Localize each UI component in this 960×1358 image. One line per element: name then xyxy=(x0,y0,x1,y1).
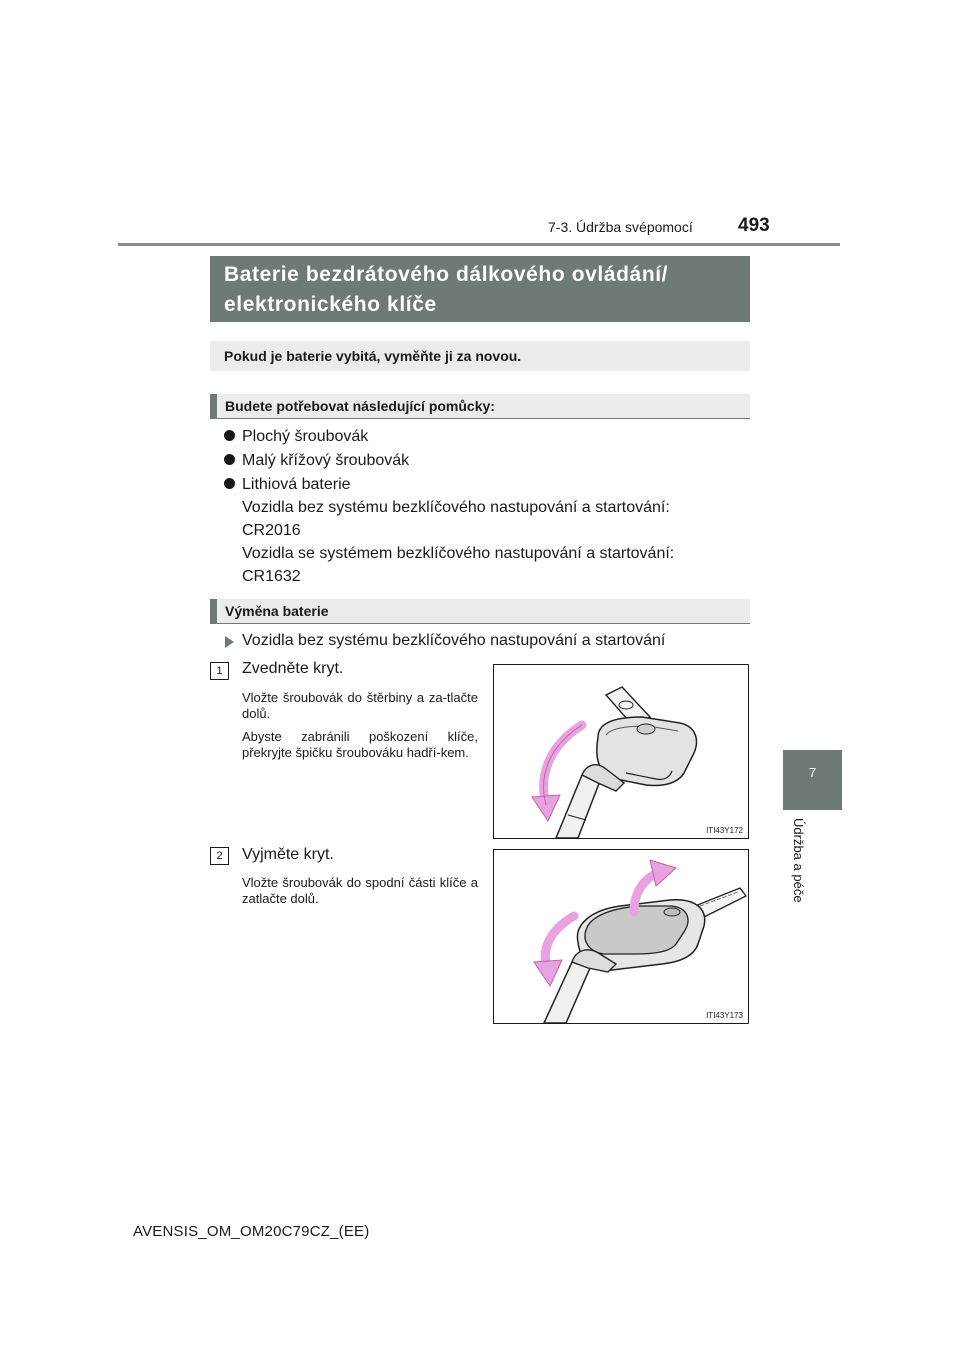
vehicle-variant: Vozidla bez systému bezklíčového nastupování a startování xyxy=(242,632,666,649)
section-title-line-1: Baterie bezdrátového dálkového ovládání/ xyxy=(224,263,669,286)
step-note: Vložte šroubovák do štěrbiny a za-tlačte dolů. xyxy=(242,690,478,721)
tools-heading: Budete potřebovat následující pomůcky: xyxy=(210,394,750,419)
battery-type-line: Vozidla se systémem bezklíčového nastupování a startování: xyxy=(242,545,675,562)
step-number: 1 xyxy=(210,662,229,680)
step-number: 2 xyxy=(210,847,229,865)
tool-item-label: Malý křížový šroubovák xyxy=(242,452,410,469)
document-code: AVENSIS_OM_OM20C79CZ_(EE) xyxy=(133,1223,370,1240)
figure-remove-cover xyxy=(493,849,749,1024)
section-reference: 7-3. Údržba svépomocí xyxy=(548,219,693,235)
chapter-name: Údržba a péče xyxy=(791,818,806,903)
replacement-heading: Výměna baterie xyxy=(210,599,750,624)
step-title: Vyjměte kryt. xyxy=(242,846,334,863)
tool-item xyxy=(224,473,351,496)
battery-type-line: CR2016 xyxy=(242,522,301,539)
chapter-tab: 7 xyxy=(783,750,842,810)
tool-item-label: Plochý šroubovák xyxy=(242,428,369,445)
bullet-icon xyxy=(224,454,235,465)
key-illustration-2 xyxy=(494,850,748,1023)
battery-type-line: Vozidla bez systému bezklíčového nastupování a startování: xyxy=(242,499,670,516)
tool-item-label: Lithiová baterie xyxy=(242,476,351,493)
battery-type-line: CR1632 xyxy=(242,568,301,585)
figure-code: ITI43Y172 xyxy=(706,826,743,835)
header-rule xyxy=(118,243,840,246)
key-illustration-1 xyxy=(494,665,748,838)
figure-code: ITI43Y173 xyxy=(706,1011,743,1020)
section-title xyxy=(210,256,750,322)
tool-item xyxy=(224,449,409,472)
triangle-marker-icon xyxy=(225,636,234,648)
bullet-icon xyxy=(224,430,235,441)
step-note: Vložte šroubovák do spodní části klíče a zatlačte dolů. xyxy=(242,875,478,906)
figure-lift-cover xyxy=(493,664,749,839)
step-note: Abyste zabránili poškození klíče, překryjte špičku šroubováku hadří-kem. xyxy=(242,729,478,760)
intro-summary: Pokud je baterie vybitá, vyměňte ji za novou. xyxy=(210,341,750,371)
bullet-icon xyxy=(224,478,235,489)
step-title: Zvedněte kryt. xyxy=(242,660,344,677)
page-number: 493 xyxy=(738,215,770,236)
section-title-line-2: elektronického klíče xyxy=(224,293,437,316)
tool-item xyxy=(224,425,368,448)
